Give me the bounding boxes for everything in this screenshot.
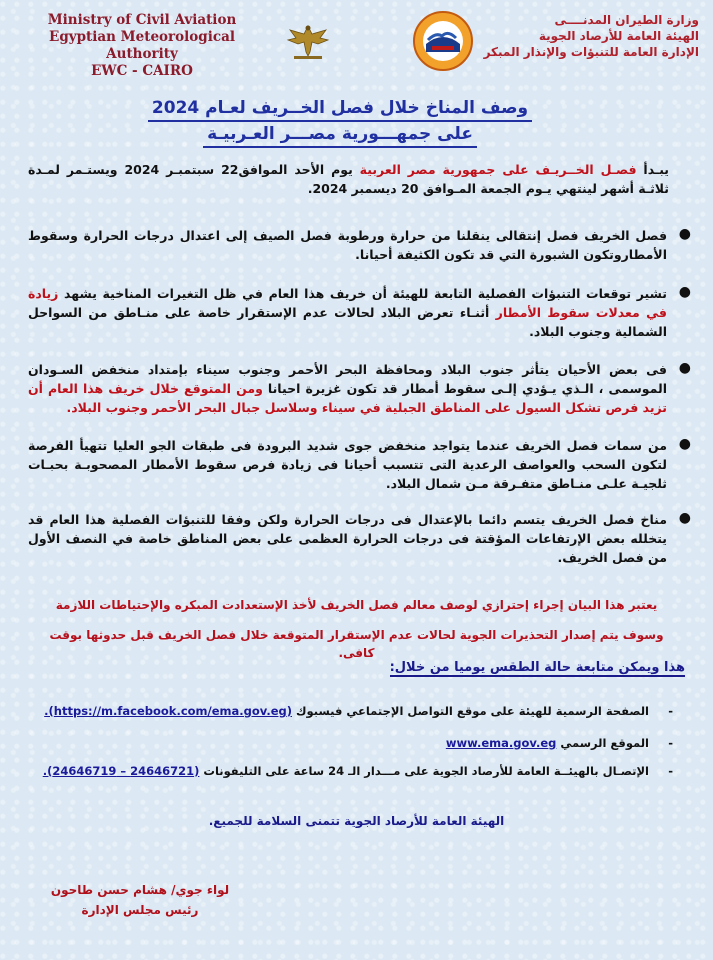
signature-block [50, 880, 230, 920]
notice-line-1: يعتبر هذا البيان إجراء إحترازي لوصف معالم فصل الخريف لأخذ الإستعدادت المبكره والإحتياطات اللازمة [55, 598, 658, 612]
notice-line-2: وسوف يتم إصدار التحذيرات الجوية لحالات عدم الإستقرار المتوقعة خلال فصل الخريف قبل حدوثها بوقت كافى. [49, 628, 664, 660]
bullet-2-part-b: أثنـاء تعرض البلاد لحالات عدم الإستقرار خاصة على منـاطق من السواحل الشمالية وجنوب البلاد. [28, 305, 667, 339]
facebook-label: الصفحة الرسمية للهيئة على موقع التواصل الإجتماعي فيسبوك [292, 704, 649, 718]
follow-heading: هذا ويمكن متابعة حالة الطقس يوميا من خلال: [389, 660, 685, 675]
signature-name: لواء جوي/ هشام حسن طاحون [50, 883, 230, 897]
header-en-authority: Egyptian Meteorological Authority [49, 29, 235, 62]
page-title [130, 96, 550, 148]
signature-role: رئيس مجلس الإدارة [81, 903, 199, 917]
bullet-3-part-a: فى بعض الأحيان يتأثر جنوب البلاد ومحافظة البحر الأحمر وجنوب سيناء بإمتداد منخفض السـودان الموسمى ، الـذي يـؤدي إلـى سقوط أمطار قد تكون غزيرة احيانا [28, 362, 667, 396]
closing-line: الهيئة العامة للأرصاد الجوية تتمنى السلامة للجميع. [208, 814, 505, 828]
header-ar-department: الإدارة العامة للتنبؤات والإنذار المبكر [483, 45, 699, 59]
bullet-item-1 [28, 226, 691, 264]
bullet-text-3 [28, 360, 667, 417]
header-ar-authority: الهيئة العامة للأرصاد الجوية [538, 29, 699, 43]
facebook-link[interactable]: (https://m.facebook.com/ema.gov.eg). [44, 704, 292, 718]
bullet-item-3 [28, 360, 691, 417]
intro-paragraph [28, 160, 687, 198]
bullet-item-4 [28, 436, 691, 493]
link-row-phone [40, 764, 673, 778]
phone-numbers[interactable]: (24646721 – 24646719). [42, 764, 200, 778]
link-row-website [40, 736, 673, 750]
bullet-2-part-a: تشير توقعات التنبؤات الفصلية التابعة للهيئة أن خريف هذا العام في ظل التغيرات المناخية يشهد [58, 286, 667, 301]
bullet-text-1: فصل الخريف فصل إنتقالى ينقلنا من حرارة ورطوبة فصل الصيف إلى اعتدال درجات الحرارة وسقوط الأمطاروتكون الشبورة التي قد تكون الكثيفة أحيانا. [28, 228, 667, 262]
bullet-text-5: مناخ فصل الخريف يتسم دائما بالإعتدال فى درجات الحرارة ولكن وفقا للتنبؤات الفصلية هذا العام قد يتخلله بعض الإرتفاعات المؤقتة فى درجات الحرارة العظمى على بعض المناطق خاصة في النصف الأول من فصل الخريف. [28, 512, 667, 565]
website-link[interactable]: www.ema.gov.eg [445, 736, 557, 750]
bullet-item-5 [28, 510, 691, 567]
header-en-ministry: Ministry of Civil Aviation [47, 12, 237, 28]
bullet-dot-icon: ● [678, 360, 691, 376]
bullet-text-4: من سمات فصل الخريف عندما يتواجد منخفض جوى شديد البرودة فى طبقات الجو العليا تتهيأ الفرصة لتكون السحب والعواصف الرعدية التى تتسبب أحيانا فى زيادة فرص سقوط الأمطار المصحوبـة بحبـات ثلجيـة علـى منـاطق متفـرقة مـن شمال البلاد. [28, 438, 667, 491]
dash-marker: - [668, 736, 673, 750]
bullet-3-highlight: ومن المتوقع خلال خريف هذا العام أن تزيد فرص تشكل السيول على المناطق الجبلية في سيناء وسلاسل جبال البحر الأحمر وجنوب البلاد. [28, 381, 667, 415]
website-label: الموقع الرسمي [556, 736, 649, 750]
bullet-dot-icon: ● [678, 284, 691, 300]
dash-marker: - [668, 704, 673, 718]
header-en-center: EWC - CAIRO [91, 63, 193, 79]
intro-highlight: فصـل الخــريـف على جمهورية مصر العربية [359, 162, 637, 177]
title-line-2: على جمهـــورية مصـــر العـربيـة [203, 122, 477, 148]
bullet-2-highlight: زيادة في معدلات سقوط الأمطار [28, 286, 667, 320]
eagle-logo-icon [284, 20, 332, 62]
bullet-dot-icon: ● [678, 226, 691, 242]
title-line-1: وصف المناخ خلال فصل الخــريف لعـام 2024 [148, 96, 532, 122]
bullet-dot-icon: ● [678, 510, 691, 526]
bullet-text-2 [28, 284, 667, 341]
intro-rest: يوم الأحد الموافق22 سبتمبـر 2024 ويستـمر لمـدة ثلاثـة أشهر لينتهي يـوم الجمعة المـوافق 20 ديسمبر 2024. [28, 162, 669, 196]
phone-label: الإتصـال بالهيئــة العامة للأرصاد الجوية على مـــدار الـ 24 ساعة على التليفونات [199, 764, 649, 778]
intro-start: يبـدأ [636, 162, 670, 177]
header-english [22, 12, 262, 80]
header-ar-ministry: وزارة الطيران المدنــــى [554, 13, 699, 27]
bullet-item-2 [28, 284, 691, 341]
header-arabic [449, 12, 699, 60]
dash-marker: - [668, 764, 673, 778]
link-row-facebook [40, 704, 673, 718]
bullet-dot-icon: ● [678, 436, 691, 452]
